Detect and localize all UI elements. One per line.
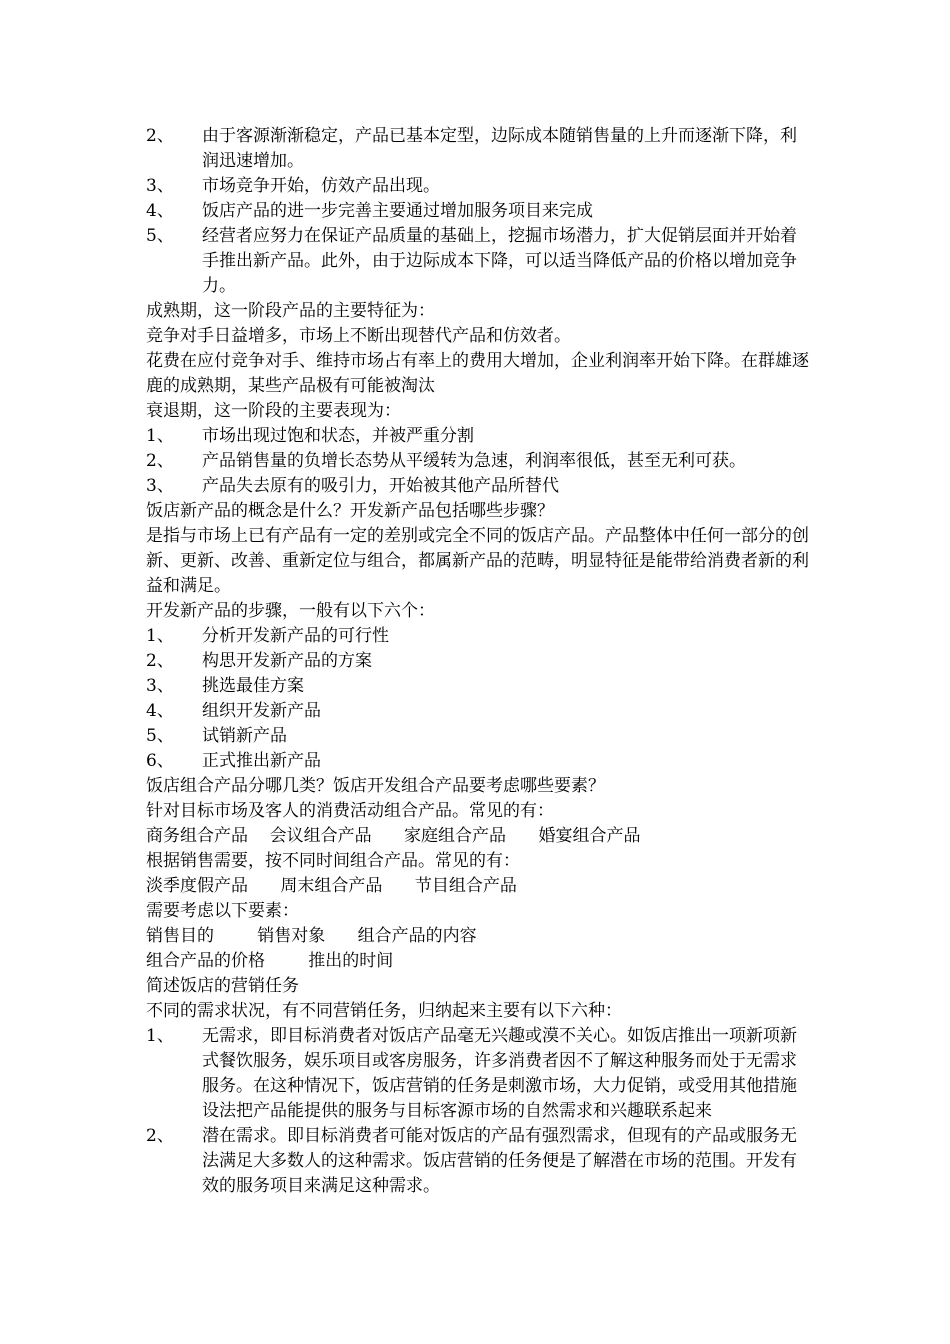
factors-heading: 需要考虑以下要素： [146,901,299,921]
list-number: 1、 [146,426,174,446]
combo-target-items: 商务组合产品 会议组合产品 家庭组合产品 婚宴组合产品 [146,826,641,846]
list-text: 产品销售量的负增长态势从平缓转为急速，利润率很低，甚至无利可获。 [202,451,746,471]
list-text: 产品失去原有的吸引力，开始被其他产品所替代 [202,476,559,496]
list-text: 分析开发新产品的可行性 [202,626,389,646]
new-product-definition: 是指与市场上已有产品有一定的差别或完全不同的饭店产品。产品整体中任何一部分的创新、更新、改善、重新定位与组合，都属新产品的范畴，明显特征是能带给消费者新的利益和满足。 [146,526,809,596]
mature-line: 竞争对手日益增多，市场上不断出现替代产品和仿效者。 [146,326,571,346]
mature-line: 花费在应付竞争对手、维持市场占有率上的费用大增加，企业利润率开始下降。在群雄逐鹿的成熟期，某些产品极有可能被淘汰 [146,351,809,396]
list-number: 3、 [146,676,174,696]
list-item [146,749,810,774]
list-item [146,724,810,749]
list-number: 4、 [146,201,174,221]
list-item [146,449,810,474]
list-text: 市场竞争开始，仿效产品出现。 [202,176,440,196]
growth-stage-list [146,124,810,299]
list-number: 5、 [146,226,174,246]
list-number: 3、 [146,476,174,496]
list-item [146,674,810,699]
list-number: 2、 [146,651,174,671]
list-number: 3、 [146,176,174,196]
list-item [146,199,810,224]
list-number: 5、 [146,726,174,746]
list-item [146,224,810,299]
decline-list [146,424,810,499]
factors-row: 组合产品的价格 推出的时间 [146,951,394,971]
list-item [146,474,810,499]
list-text: 经营者应努力在保证产品质量的基础上，挖掘市场潜力，扩大促销层面并开始着手推出新产品。此外，由于边际成本下降，可以适当降低产品的价格以增加竞争力。 [202,226,797,296]
decline-heading: 衰退期，这一阶段的主要表现为： [146,401,401,421]
list-number: 6、 [146,751,174,771]
combo-sales-items: 淡季度假产品 周末组合产品 节目组合产品 [146,876,517,896]
list-item [146,124,810,174]
list-text: 挑选最佳方案 [202,676,304,696]
list-text: 无需求，即目标消费者对饭店产品毫无兴趣或漠不关心。如饭店推出一项新项新式餐饮服务，娱乐项目或客房服务，许多消费者因不了解这种服务而处于无需求服务。在这种情况下，饭店营销的任务是刺激市场，大力促销，或受用其他措施设法把产品能提供的服务与目标客源市场的自然需求和兴趣联系起来 [202,1026,797,1121]
list-item [146,174,810,199]
tasks-intro: 不同的需求状况，有不同营销任务，归纳起来主要有以下六种： [146,1001,622,1021]
list-text: 潜在需求。即目标消费者可能对饭店的产品有强烈需求，但现有的产品或服务无法满足大多数人的这种需求。饭店营销的任务便是了解潜在市场的范围。开发有效的服务项目来满足这种需求。 [202,1126,797,1196]
question-combo-product: 饭店组合产品分哪几类？饭店开发组合产品要考虑哪些要素？ [146,776,605,796]
tasks-list [146,1024,810,1199]
list-number: 4、 [146,701,174,721]
steps-list [146,624,810,774]
list-item [146,1124,810,1199]
question-new-product: 饭店新产品的概念是什么？开发新产品包括哪些步骤？ [146,501,554,521]
list-number: 2、 [146,1126,174,1146]
list-item [146,424,810,449]
steps-heading: 开发新产品的步骤，一般有以下六个： [146,601,435,621]
list-text: 构思开发新产品的方案 [202,651,372,671]
list-number: 1、 [146,626,174,646]
list-text: 饭店产品的进一步完善主要通过增加服务项目来完成 [202,201,593,221]
list-item [146,649,810,674]
list-number: 2、 [146,451,174,471]
combo-target-line: 针对目标市场及客人的消费活动组合产品。常见的有： [146,801,554,821]
list-item [146,1024,810,1124]
combo-sales-line: 根据销售需要，按不同时间组合产品。常见的有： [146,851,520,871]
list-number: 1、 [146,1026,174,1046]
document-body [146,124,810,1199]
list-text: 市场出现过饱和状态，并被严重分割 [202,426,474,446]
list-text: 组织开发新产品 [202,701,321,721]
mature-heading: 成熟期，这一阶段产品的主要特征为： [146,301,435,321]
question-marketing-tasks: 简述饭店的营销任务 [146,976,299,996]
list-number: 2、 [146,126,174,146]
list-text: 试销新产品 [202,726,287,746]
list-item [146,699,810,724]
factors-row: 销售目的 销售对象 组合产品的内容 [146,926,477,946]
list-text: 正式推出新产品 [202,751,321,771]
list-text: 由于客源渐渐稳定，产品已基本定型，边际成本随销售量的上升而逐渐下降，利润迅速增加。 [202,126,797,171]
list-item [146,624,810,649]
